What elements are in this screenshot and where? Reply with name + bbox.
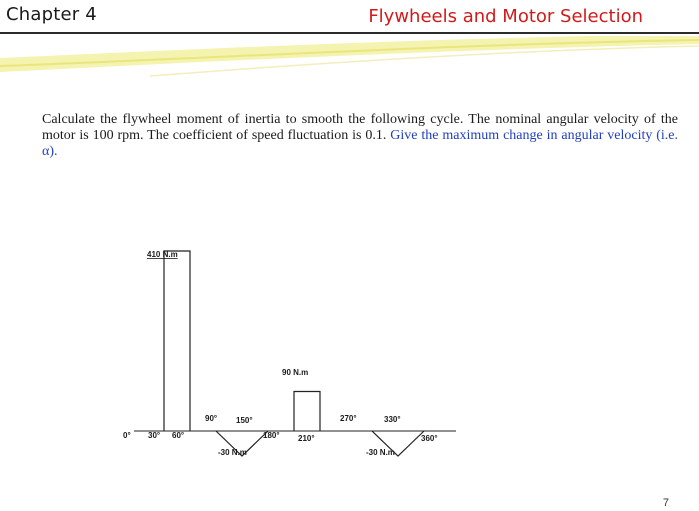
- problem-text: Calculate the flywheel moment of inertia to smooth the following cycle. The nominal angular velocity of the motor is 100 rpm. The coefficient of speed fluctuation is 0.1.: [42, 112, 678, 143]
- label-angle-150: 150°: [236, 416, 253, 425]
- label-90-nm: 90 N.m: [282, 368, 309, 377]
- label-angle-0: 0°: [123, 431, 131, 440]
- torque-angle-diagram: [120, 236, 470, 476]
- label-angle-330: 330°: [384, 415, 401, 424]
- problem-statement: [42, 112, 678, 160]
- slide-header: [0, 0, 699, 36]
- label-neg30-nm-2: -30 N.m: [366, 448, 395, 457]
- header-divider: [0, 32, 699, 34]
- section-title: Flywheels and Motor Selection: [368, 6, 643, 27]
- problem-question-highlight: Give the maximum change in angular velocity (i.e. α).: [42, 128, 679, 159]
- chapter-label: Chapter 4: [6, 4, 97, 25]
- label-angle-30: 30°: [148, 431, 161, 440]
- page-number: 7: [662, 497, 669, 509]
- label-angle-90: 90°: [205, 414, 218, 423]
- label-angle-60: 60°: [172, 431, 185, 440]
- header-swoosh-decoration: [0, 36, 699, 86]
- label-angle-360: 360°: [421, 434, 438, 443]
- label-angle-210: 210°: [298, 434, 315, 443]
- label-angle-270: 270°: [340, 414, 357, 423]
- label-angle-180: 180°: [263, 431, 280, 440]
- label-410-nm: 410 N.m: [147, 250, 178, 259]
- label-neg30-nm-1: -30 N.m: [218, 448, 247, 457]
